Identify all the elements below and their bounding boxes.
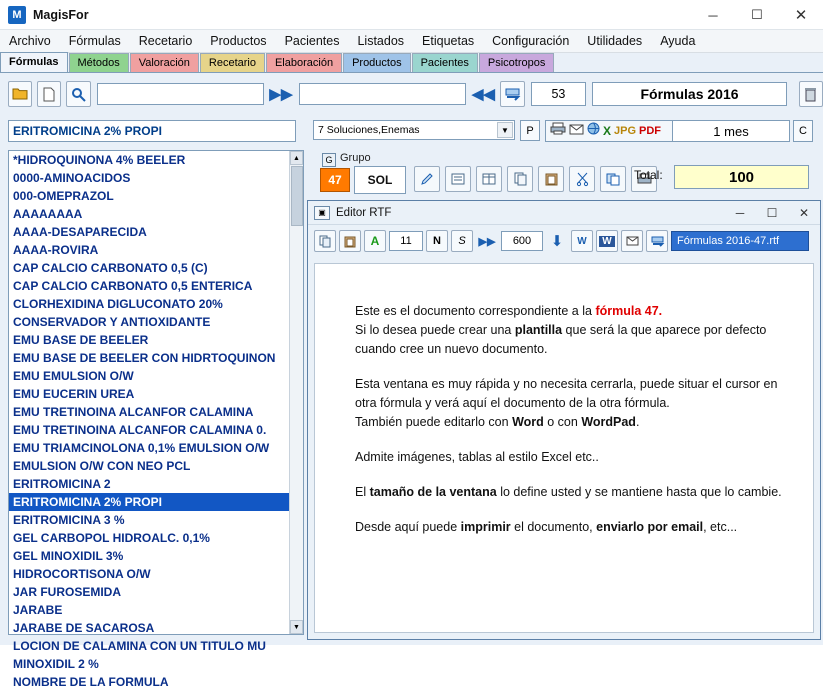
copy-icon[interactable] [314, 230, 336, 252]
chevron-down-icon[interactable]: ▼ [497, 122, 513, 138]
rtf-title-bar [308, 201, 820, 225]
rtf-text-3a: Esta ventana es muy rápida y no necesita cerrarla, puede situar el cursor en otra fórmula y verá aquí el documento de la otra fórmula. [355, 377, 778, 410]
total-value: 100 [674, 165, 809, 189]
rtf-paragraph-4 [355, 483, 787, 502]
pencil-icon[interactable] [414, 166, 440, 192]
list-item[interactable]: EMULSION O/W CON NEO PCL [13, 459, 191, 473]
word-icon[interactable]: W [596, 230, 618, 252]
trash-icon[interactable] [799, 81, 823, 107]
menu-bar [0, 30, 823, 53]
list-item[interactable]: GEL CARBOPOL HIDROALC. 0,1% [13, 531, 210, 545]
rtf-text-4c: o con [543, 415, 582, 429]
width-field[interactable]: 600 [501, 231, 543, 251]
total-label: Total: [634, 168, 663, 182]
menu-ayuda[interactable]: Ayuda [660, 34, 696, 48]
list-item[interactable]: HIDROCORTISONA O/W [13, 567, 151, 581]
list-item[interactable]: ERITROMICINA 2 [13, 477, 111, 491]
list-item[interactable]: CONSERVADOR Y ANTIOXIDANTE [13, 315, 211, 329]
cut-icon[interactable] [569, 166, 595, 192]
tab-strip [0, 53, 823, 73]
rtf-window-icon: ▣ [314, 206, 330, 220]
list-item[interactable]: CLORHEXIDINA DIGLUCONATO 20% [13, 297, 223, 311]
rtf-window-title: Editor RTF [336, 206, 392, 219]
pdf-icon[interactable]: PDF [639, 125, 662, 137]
paste-icon[interactable] [339, 230, 361, 252]
rtf-paragraph-3: Admite imágenes, tablas al estilo Excel etc.. [355, 450, 599, 464]
tab-psicotropos[interactable]: Psicotropos [479, 53, 554, 72]
tab-recetario[interactable]: Recetario [200, 53, 265, 72]
tab-valoracion[interactable]: Valoración [130, 53, 199, 72]
search-input[interactable] [97, 83, 264, 105]
p-button[interactable]: P [520, 120, 540, 141]
menu-pacientes[interactable]: Pacientes [284, 34, 340, 48]
list-item[interactable]: GEL MINOXIDIL 3% [13, 549, 124, 563]
period-field[interactable]: 1 mes [672, 120, 790, 142]
tab-elaboracion[interactable]: Elaboración [266, 53, 342, 72]
list-item[interactable]: AAAA-ROVIRA [13, 243, 99, 257]
excel-icon[interactable]: X [603, 124, 612, 138]
list-item[interactable]: EMU EUCERIN UREA [13, 387, 135, 401]
list-item[interactable]: EMU BASE DE BEELER [13, 333, 149, 347]
menu-listados[interactable]: Listados [357, 34, 405, 48]
list-item-selected[interactable]: ERITROMICINA 2% PROPI [9, 493, 289, 511]
formula-header-row [0, 120, 823, 146]
rtf-editor-window [307, 200, 821, 640]
rtf-paragraph-5 [355, 518, 787, 537]
paste-icon[interactable] [538, 166, 564, 192]
menu-configuracion[interactable]: Configuración [492, 34, 570, 48]
font-size-field[interactable]: 11 [389, 231, 423, 251]
print-export-toolbar [545, 120, 690, 142]
menu-formulas[interactable]: Fórmulas [68, 34, 121, 48]
formula-name-field[interactable]: ERITROMICINA 2% PROPI [8, 120, 296, 142]
list-item[interactable]: EMU BASE DE BEELER CON HIDRTOQUINON [13, 351, 276, 365]
save-down-icon[interactable]: ⬇ [550, 233, 564, 250]
list-item[interactable]: 000-OMEPRAZOL [13, 189, 114, 203]
list-item[interactable]: EMU TRETINOINA ALCANFOR CALAMINA 0. [13, 423, 267, 437]
rtf-close-button[interactable]: ✕ [798, 205, 810, 220]
jpg-icon[interactable]: JPG [614, 125, 637, 137]
rtf-maximize-button[interactable]: ☐ [766, 205, 778, 220]
rtf-text-4a: También puede editarlo con [355, 415, 513, 429]
rtf-text-7a: Desde aquí puede [355, 520, 461, 534]
formula-number-badge: 47 [320, 168, 350, 192]
group-combo[interactable] [313, 120, 515, 140]
list-item[interactable]: EMU TRETINOINA ALCANFOR CALAMINA [13, 405, 254, 419]
globe-icon[interactable] [587, 122, 600, 140]
tab-productos[interactable]: Productos [343, 53, 411, 72]
rtf-text-6a: El [355, 485, 370, 499]
scroll-up-icon[interactable]: ▲ [290, 151, 303, 165]
rtf-text-7c: el documento, [510, 520, 597, 534]
filter-input[interactable] [299, 83, 466, 105]
font-color-icon[interactable]: A [364, 230, 386, 252]
group-toolbar [318, 152, 648, 200]
grid-icon[interactable]: G [322, 153, 336, 167]
scrollbar-thumb[interactable] [291, 166, 303, 226]
list-item[interactable]: ERITROMICINA 3 % [13, 513, 125, 527]
printer-icon[interactable] [550, 122, 566, 140]
list-item[interactable]: NOMBRE DE LA FORMULA [13, 675, 169, 689]
list-item[interactable]: *HIDROQUINONA 4% BEELER [13, 153, 186, 167]
rewind-icon[interactable]: ◀◀ [471, 86, 495, 103]
rtf-window-controls [724, 201, 820, 225]
menu-recetario[interactable]: Recetario [138, 34, 193, 48]
rtf-text-wordpad: WordPad [581, 415, 636, 429]
rtf-document-page[interactable] [314, 263, 814, 633]
tab-formulas[interactable]: Fórmulas [0, 52, 68, 72]
scroll-down-icon[interactable]: ▼ [290, 620, 303, 634]
rtf-filename-field[interactable]: Fórmulas 2016-47.rtf [671, 231, 809, 251]
list-item[interactable]: MINOXIDIL 2 % [13, 657, 99, 671]
group-label: Grupo [340, 152, 371, 164]
rtf-text-formula-ref: fórmula 47. [595, 304, 663, 318]
rtf-text-plantilla: plantilla [514, 323, 563, 337]
menu-archivo[interactable]: Archivo [9, 34, 51, 48]
bold-button[interactable]: N [426, 230, 448, 252]
list-item[interactable]: AAAAAAAA [13, 207, 83, 221]
list-scrollbar[interactable] [289, 151, 303, 634]
folder-open-icon[interactable] [8, 81, 32, 107]
table-icon[interactable] [476, 166, 502, 192]
rtf-text-6c: lo define usted y se mantiene hasta que lo cambie. [496, 485, 782, 499]
main-toolbar [0, 74, 823, 114]
title-bar [0, 0, 823, 30]
list-item[interactable]: AAAA-DESAPARECIDA [13, 225, 147, 239]
refresh-icon[interactable] [500, 81, 524, 107]
rtf-text-email: enviarlo por email [596, 520, 704, 534]
app-icon: M [8, 6, 26, 24]
rtf-paragraph-1 [355, 302, 787, 359]
rtf-text-tamano: tamaño de la ventana [369, 485, 497, 499]
group-combo-value: 7 Soluciones,Enemas [318, 124, 420, 136]
c-button[interactable]: C [793, 120, 813, 142]
app-title: MagisFor [33, 7, 89, 22]
record-number[interactable]: 53 [531, 82, 587, 106]
duplicate-icon[interactable] [600, 166, 626, 192]
mail-icon[interactable] [621, 230, 643, 252]
list-item[interactable]: CAP CALCIO CARBONATO 0,5 (C) [13, 261, 208, 275]
list-item[interactable]: CAP CALCIO CARBONATO 0,5 ENTERICA [13, 279, 253, 293]
list-item[interactable]: JAR FUROSEMIDA [13, 585, 122, 599]
rtf-text-2c: que será la que aparece por defecto cuando cree un nuevo documento. [355, 323, 767, 356]
rtf-text-1a: Este es el documento correspondiente a la [355, 304, 596, 318]
window-controls [691, 0, 823, 30]
search-icon[interactable] [66, 81, 90, 107]
list-item[interactable]: EMU TRIAMCINOLONA 0,1% EMULSION O/W [13, 441, 270, 455]
new-document-icon[interactable] [37, 81, 61, 107]
fast-forward-icon[interactable]: ▶▶ [269, 86, 293, 103]
rtf-text-2a: Si lo desea puede crear una [355, 323, 515, 337]
envelope-icon[interactable] [569, 122, 584, 140]
sol-field[interactable]: SOL [354, 166, 406, 194]
rtf-text-imprimir: imprimir [460, 520, 511, 534]
formula-list-items [9, 151, 289, 689]
fast-forward-icon[interactable]: ▶▶ [478, 235, 496, 248]
section-title: Fórmulas 2016 [592, 82, 787, 106]
copy-icon[interactable] [507, 166, 533, 192]
list-item[interactable]: LOCION DE CALAMINA CON UN TITULO MU [13, 639, 266, 653]
tab-pacientes[interactable]: Pacientes [412, 53, 478, 72]
minimize-button[interactable]: ─ [708, 7, 718, 23]
rtf-minimize-button[interactable]: ─ [735, 205, 745, 220]
rtf-toolbar [308, 225, 820, 257]
list-item[interactable]: JARABE DE SACAROSA [13, 621, 155, 635]
rtf-document-body[interactable] [315, 264, 813, 563]
tab-metodos[interactable]: Métodos [69, 53, 129, 72]
rtf-paragraph-2 [355, 375, 787, 432]
formula-list[interactable] [8, 150, 304, 689]
refresh-icon[interactable] [646, 230, 668, 252]
rtf-text-4e: . [635, 415, 640, 429]
underline-button[interactable]: S [451, 230, 473, 252]
wordpad-icon[interactable]: W [571, 230, 593, 252]
list-item[interactable]: 0000-AMINOACIDOS [13, 171, 131, 185]
rtf-text-word: Word [512, 415, 544, 429]
list-item[interactable]: EMU EMULSION O/W [13, 369, 134, 383]
list-icon[interactable] [445, 166, 471, 192]
maximize-button[interactable]: ☐ [751, 7, 763, 22]
menu-productos[interactable]: Productos [210, 34, 267, 48]
close-button[interactable]: ✕ [794, 7, 808, 24]
rtf-text-7e: , etc... [703, 520, 738, 534]
menu-utilidades[interactable]: Utilidades [587, 34, 643, 48]
list-item[interactable]: JARABE [13, 603, 63, 617]
menu-etiquetas[interactable]: Etiquetas [422, 34, 475, 48]
